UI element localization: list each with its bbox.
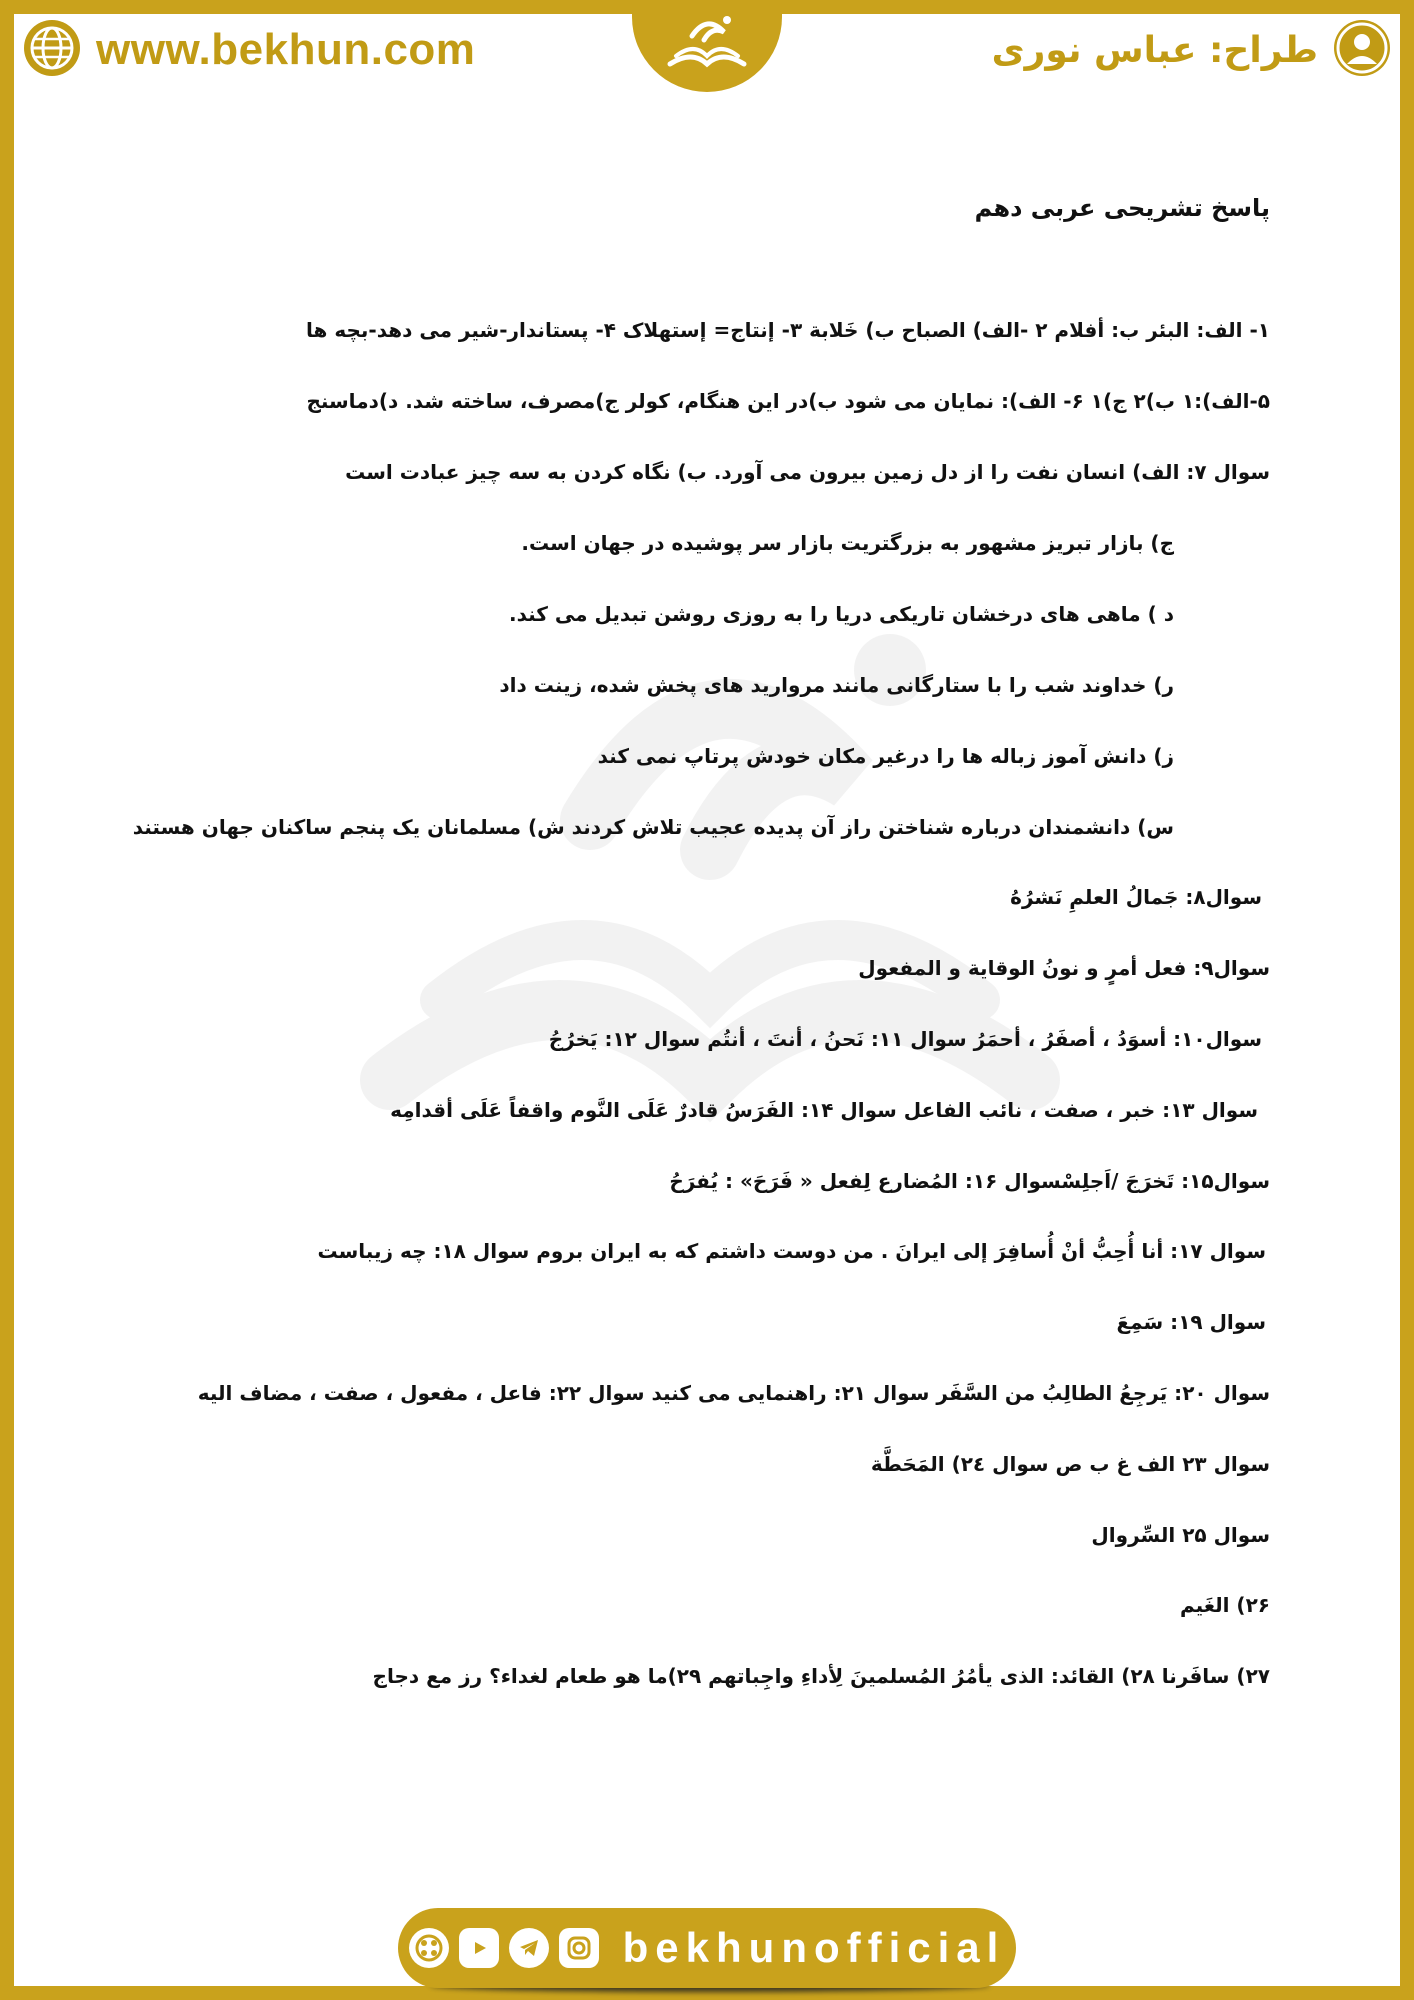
answer-line-15-16: سوال۱۵: تَخرَجَ /اَجلِسْسوال ۱۶: المُضارع لِفعل « فَرَحَ» : يُفرَحُ bbox=[669, 1169, 1270, 1193]
answer-line-7-z: ز) دانش آموز زباله ها را درغیر مکان خودش پرتاپ نمی کند bbox=[597, 744, 1174, 768]
answer-line-13-14: سوال ۱۳: خبر ، صفت ، نائب الفاعل سوال ۱۴: الفَرَسُ قادرٌ عَلَى النَّوم واقفاً عَلَى أقدامِه bbox=[390, 1098, 1258, 1122]
answer-line-20-22: سوال ۲۰: يَرجِعُ الطالِبُ من السَّفَر سوال ۲۱: راهنمایی می کنید سوال ۲۲: فاعل ، مفعول ، صفت ، مضاف الیه bbox=[197, 1381, 1270, 1405]
designer-name: طراح: عباس نوری bbox=[991, 29, 1318, 71]
youtube-icon[interactable] bbox=[459, 1928, 499, 1968]
answer-line-27-29: ۲۷) سافَرنا ۲۸) القائد: الذی يأمُرُ المُسلمينَ لِأداءِ واجِباتهم ۲۹)ما هو طعام لغداء؟ رز مع دجاج bbox=[372, 1664, 1270, 1688]
social-handle[interactable]: bekhunofficial bbox=[622, 1924, 1006, 1971]
watermark-logo-icon bbox=[330, 560, 1090, 1260]
answer-line-23-24: سوال ۲۳ الف غ ب ص سوال ۲٤) المَحَطَّة bbox=[870, 1452, 1270, 1476]
website-url[interactable]: www.bekhun.com bbox=[96, 25, 476, 74]
instagram-icon[interactable] bbox=[559, 1928, 599, 1968]
answer-line-17-18: سوال ۱۷: أنا أُحِبُّ أنْ أُسافِرَ إلى ايرانَ . من دوست داشتم که به ایران بروم سوال ۱۸: چه زیباست bbox=[317, 1239, 1266, 1263]
answer-line-26: ۲۶) الغَيم bbox=[1179, 1593, 1270, 1617]
user-icon bbox=[1332, 18, 1392, 82]
brand-logo bbox=[632, 0, 782, 92]
page-title: پاسخ تشریحی عربی دهم bbox=[974, 194, 1270, 222]
designer-credit bbox=[992, 18, 1392, 82]
answer-line-5-6: ۵-الف):۱ ب)۲ ج)۱ ۶- الف): نمایان می شود ب)در این هنگام، کولر ج)مصرف، ساخته شد. د)دماسنج bbox=[306, 389, 1270, 413]
book-logo-icon bbox=[652, 6, 762, 86]
answer-line-7: سوال ۷: الف) انسان نفت را از دل زمین بیرون می آورد. ب) نگاه کردن به سه چیز عبادت است bbox=[345, 460, 1270, 484]
answer-line-8: سوال۸: جَمالُ العلمِ نَشرُهُ bbox=[1010, 885, 1262, 909]
social-footer bbox=[398, 1908, 1016, 1988]
website-link[interactable] bbox=[22, 18, 475, 82]
aparat-icon[interactable] bbox=[409, 1928, 449, 1968]
answer-line-7-d: د ) ماهی های درخشان تاریکی دریا را به روزی روشن تبدیل می کند. bbox=[508, 602, 1174, 626]
answer-line-7-j: ج) بازار تبریز مشهور به بزرگتریت بازار سر پوشیده در جهان است. bbox=[521, 531, 1174, 555]
answer-line-7-r: ر) خداوند شب را با ستارگانی مانند مروارید های پخش شده، زینت داد bbox=[499, 673, 1174, 697]
globe-icon bbox=[22, 18, 82, 82]
answer-line-9: سوال۹: فعل أمرٍ و نونُ الوقاية و المفعول bbox=[858, 956, 1270, 980]
telegram-icon[interactable] bbox=[509, 1928, 549, 1968]
answer-line-1-4: ۱- الف: البئر ب: أفلام ۲ -الف) الصباح ب) خَلابة ۳- إنتاج= إستهلاک ۴- پستاندار-شیر می دهد-بچه ها bbox=[306, 318, 1270, 342]
answer-line-10-12: سوال۱۰: أسوَدُ ، أصفَرُ ، أحمَرُ سوال ۱۱: نَحنُ ، أنتَ ، أنتُم سوال ۱۲: يَخرُجُ bbox=[548, 1027, 1262, 1051]
answer-line-7-s: س) دانشمندان درباره شناختن راز آن پدیده عجیب تلاش کردند ش) مسلمانان یک پنجم ساکنان جهان هستند bbox=[132, 815, 1174, 839]
answer-line-25: سوال ۲۵ السِّروال bbox=[1091, 1523, 1270, 1547]
answer-line-19: سوال ۱۹: سَمِعَ bbox=[1116, 1310, 1266, 1334]
